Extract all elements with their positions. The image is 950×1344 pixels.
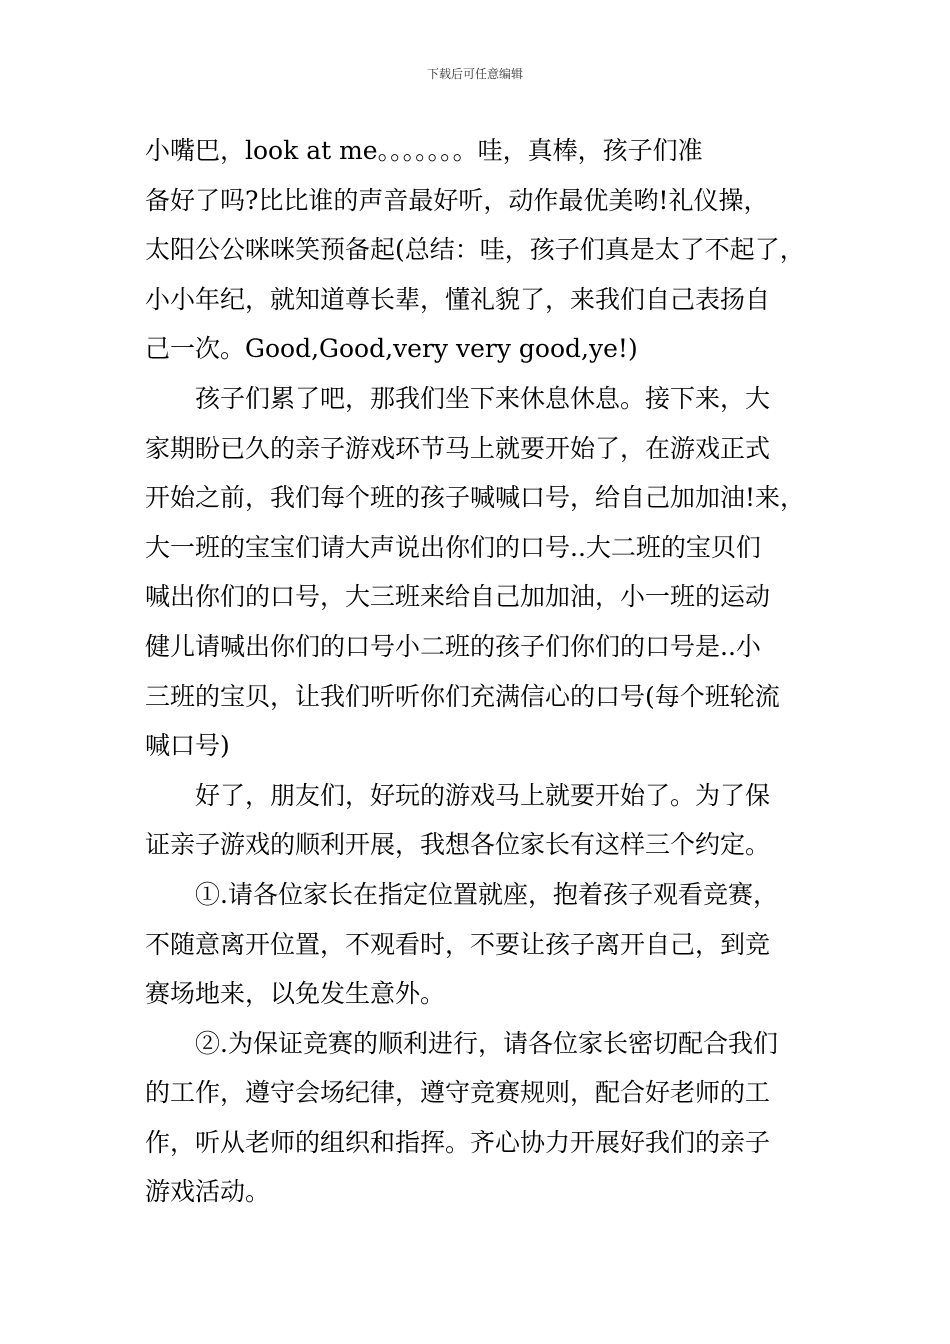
paragraph-1 bbox=[145, 126, 810, 374]
document-body bbox=[145, 126, 810, 1217]
paragraph-3 bbox=[145, 771, 810, 870]
text-line: 游戏活动。 bbox=[145, 1177, 271, 1207]
text-line: ②.为保证竞赛的顺利进行，请各位家长密切配合我们 bbox=[195, 1028, 778, 1058]
text-line: 证亲子游戏的顺利开展，我想各位家长有这样三个约定。 bbox=[145, 830, 771, 860]
text-line: 好了，朋友们，好玩的游戏马上就要开始了。为了保 bbox=[195, 780, 771, 810]
text-line: 孩子们累了吧，那我们坐下来休息休息。接下来，大 bbox=[195, 383, 771, 413]
text-line: 的工作，遵守会场纪律，遵守竞赛规则，配合好老师的工 bbox=[145, 1078, 771, 1108]
text-line: 己一次。Good,Good,very very good,ye!) bbox=[145, 334, 638, 364]
paragraph-2 bbox=[145, 374, 810, 771]
text-line: 开始之前，我们每个班的孩子喊喊口号，给自己加加油!来， bbox=[145, 483, 806, 513]
text-line: 不随意离开位置，不观看时，不要让孩子离开自己，到竞 bbox=[145, 929, 771, 959]
text-line: 备好了吗?比比谁的声音最好听，动作最优美哟!礼仪操， bbox=[145, 185, 769, 215]
text-line: ①.请各位家长在指定位置就座，抱着孩子观看竞赛， bbox=[195, 879, 778, 909]
text-line: 健儿请喊出你们的口号小二班的孩子们你们的口号是..小 bbox=[145, 631, 761, 661]
text-line: 大一班的宝宝们请大声说出你们的口号..大二班的宝贝们 bbox=[145, 532, 761, 562]
text-line: 喊口号) bbox=[145, 731, 230, 761]
text-line: 小嘴巴，look at me。。。。。。。哇，真棒，孩子们准 bbox=[145, 136, 703, 165]
text-line: 家期盼已久的亲子游戏环节马上就要开始了，在游戏正式 bbox=[145, 433, 771, 463]
paragraph-4 bbox=[145, 870, 810, 1019]
paragraph-5 bbox=[145, 1019, 810, 1217]
page-header: 下载后可任意编辑 bbox=[426, 67, 523, 81]
text-line: 小小年纪，就知道尊长辈，懂礼貌了，来我们自己表扬自 bbox=[145, 284, 771, 314]
text-line: 赛场地来，以免发生意外。 bbox=[145, 979, 446, 1009]
text-line: 作，听从老师的组织和指挥。齐心协力开展好我们的亲子 bbox=[145, 1127, 771, 1157]
text-line: 三班的宝贝，让我们听听你们充满信心的口号(每个班轮流 bbox=[145, 681, 780, 711]
text-line: 太阳公公咪咪笑预备起(总结：哇，孩子们真是太了不起了， bbox=[145, 235, 805, 265]
text-line: 喊出你们的口号，大三班来给自己加加油，小一班的运动 bbox=[145, 582, 771, 612]
